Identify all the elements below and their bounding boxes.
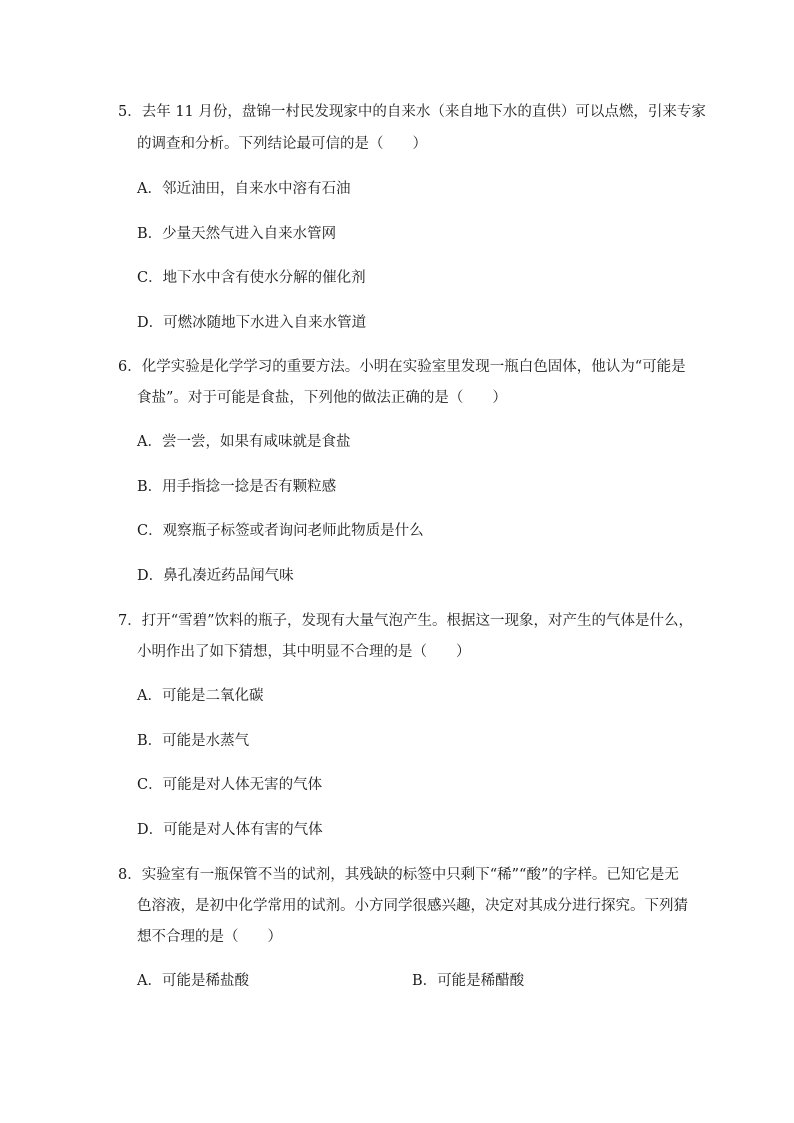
question-5-stem-line-2: 的调查和分析。下列结论最可信的是（ ） <box>137 136 427 152</box>
question-5-option-c: C．地下水中含有使水分解的催化剂 <box>137 270 366 286</box>
question-6-option-c: C．观察瓶子标签或者询问老师此物质是什么 <box>137 523 424 539</box>
question-5-option-b: B．少量天然气进入自来水管网 <box>137 226 337 242</box>
question-7-stem-line-1: 7．打开“雪碧”饮料的瓶子，发现有大量气泡产生。根据这一现象，对产生的气体是什么， <box>118 613 694 629</box>
question-8-option-b: B．可能是稀醋酸 <box>412 973 525 989</box>
question-8-stem-line-2: 色溶液，是初中化学常用的试剂。小方同学很感兴趣，决定对其成分进行探究。下列猜 <box>137 898 688 914</box>
question-7-option-a: A．可能是二氧化碳 <box>137 688 264 704</box>
question-7-option-d: D．可能是对人体有害的气体 <box>137 822 323 838</box>
question-5-option-d: D．可燃冰随地下水进入自来水管道 <box>137 315 367 331</box>
question-6-option-b: B．用手指捻一捻是否有颗粒感 <box>137 479 337 495</box>
question-6-stem-line-2: 食盐”。对于可能是食盐，下列他的做法正确的是（ ） <box>137 390 507 406</box>
question-8-option-a: A．可能是稀盐酸 <box>137 973 249 989</box>
question-6-stem-line-1: 6．化学实验是化学学习的重要方法。小明在实验室里发现一瓶白色固体，他认为“可能是 <box>118 359 686 375</box>
question-7-stem-line-2: 小明作出了如下猜想，其中明显不合理的是（ ） <box>137 644 471 660</box>
question-8-stem-line-1: 8．实验室有一瓶保管不当的试剂，其残缺的标签中只剩下“稀”“酸”的字样。已知它是无 <box>118 867 679 883</box>
question-8-stem-line-3: 想不合理的是（ ） <box>137 929 282 945</box>
question-5-option-a: A．邻近油田，自来水中溶有石油 <box>137 181 351 197</box>
question-6-option-d: D．鼻孔凑近药品闻气味 <box>137 568 294 584</box>
question-5-stem-line-1: 5．去年 11 月份，盘锦一村民发现家中的自来水（来自地下水的直供）可以点燃，引来专家 <box>118 104 706 120</box>
question-7-option-c: C．可能是对人体无害的气体 <box>137 777 323 793</box>
question-7-option-b: B．可能是水蒸气 <box>137 733 250 749</box>
question-6-option-a: A．尝一尝，如果有咸味就是食盐 <box>137 434 351 450</box>
